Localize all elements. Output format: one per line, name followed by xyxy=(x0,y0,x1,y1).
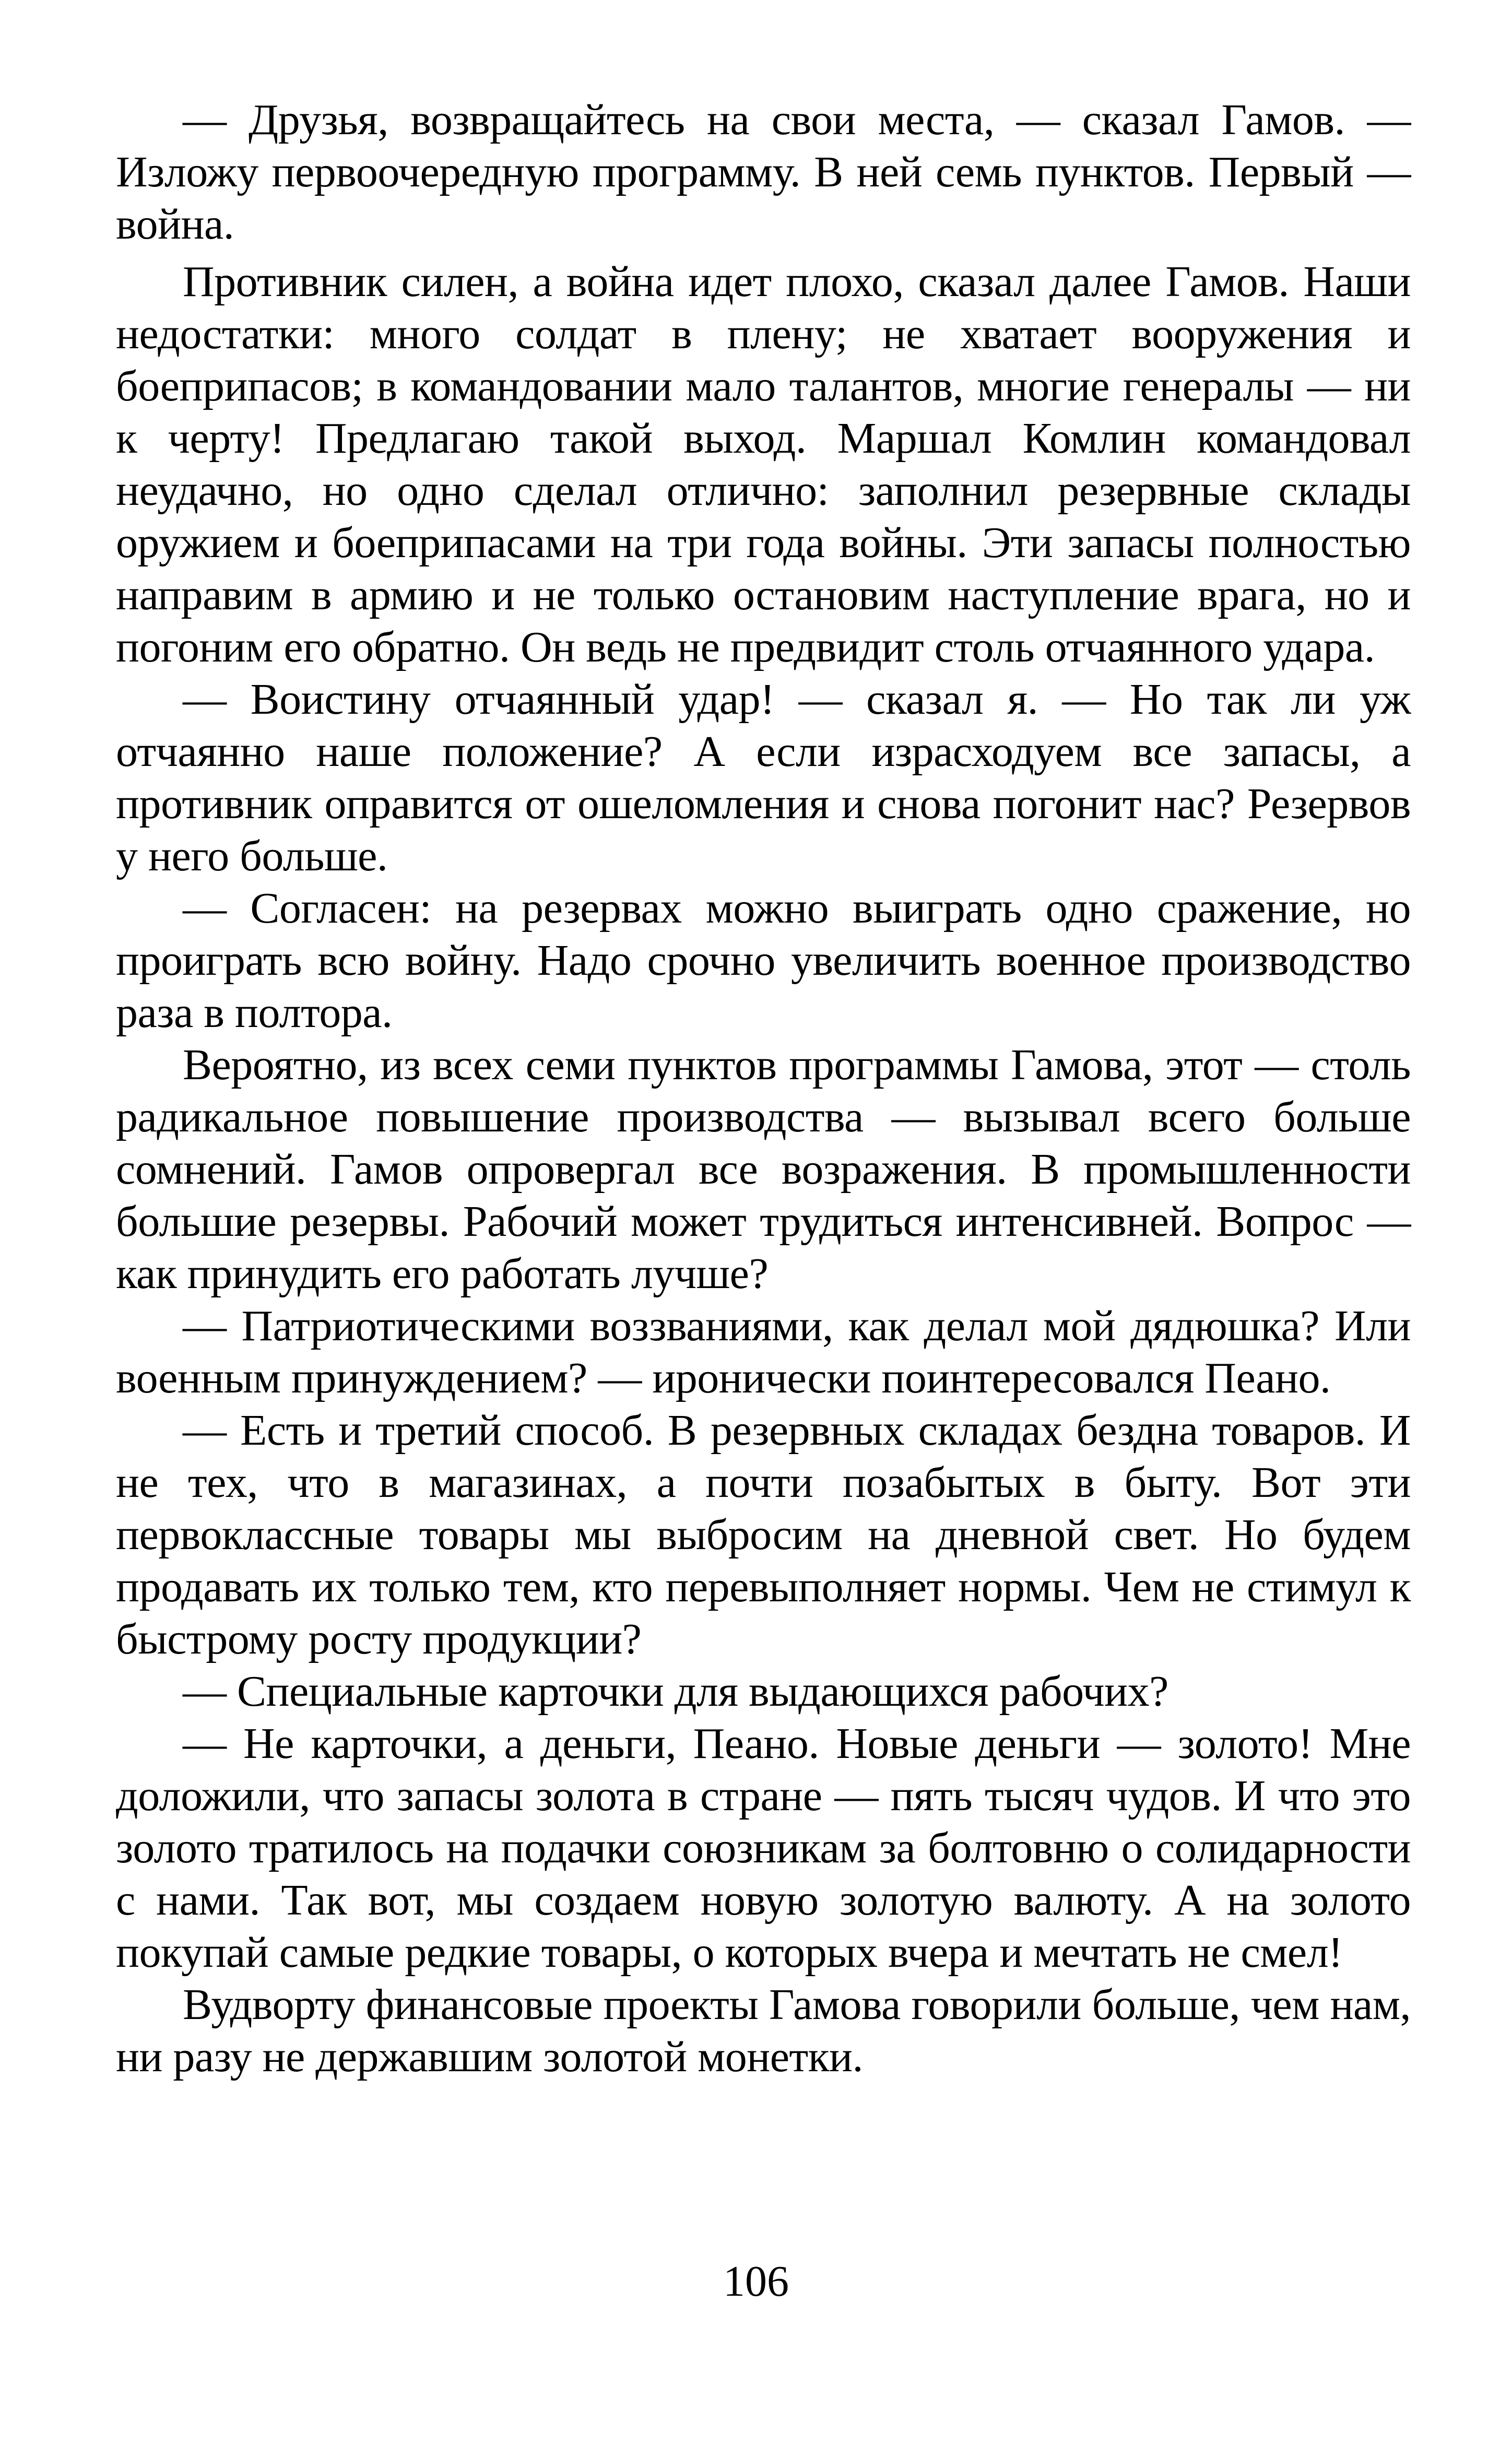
page-number: 106 xyxy=(723,2257,789,2306)
paragraph-2: Противник силен, а война идет плохо, сказал далее Гамов. Наши недостатки: много солдат в плену; не хватает вооружения и боеприпасов; в командовании мало талантов, многие генералы — ни к черту! Предлагаю такой выход. Маршал Комлин командовал неудачно, но одно сделал отлично: заполнил резервные склады оружием и боеприпасами на три года войны. Эти запасы полностью направим в армию и не только остановим наступление врага, но и погоним его обратно. Он ведь не предвидит столь отчаянного удара. xyxy=(116,257,1411,671)
paragraph-1: — Друзья, возвращайтесь на свои места, — сказал Гамов. — Изложу первоочередную программу. В ней семь пунктов. Первый — война. xyxy=(116,96,1411,249)
paragraph-5: Вероятно, из всех семи пунктов программы Гамова, этот — столь радикальное повышение производства — вызывал всего больше сомнений. Гамов опровергал все возражения. В промышленности большие резервы. Рабочий может трудиться интенсивней. Вопрос — как принудить его работать лучше? xyxy=(116,1041,1411,1298)
paragraph-10: Вудворту финансовые проекты Гамова говорили больше, чем нам, ни разу не державшим золотой монетки. xyxy=(116,1980,1411,2081)
paragraph-3: — Воистину отчаянный удар! — сказал я. — Но так ли уж отчаянно наше положение? А если израсходуем все запасы, а противник оправится от ошеломления и снова погонит нас? Резервов у него больше. xyxy=(116,675,1411,880)
paragraph-6: — Патриотическими воззваниями, как делал мой дядюшка? Или военным принуждением? — иронически поинтересовался Пеано. xyxy=(116,1302,1411,1402)
paragraph-7: — Есть и третий способ. В резервных складах бездна товаров. И не тех, что в магазинах, а почти позабытых в быту. Вот эти первоклассные товары мы выбросим на дневной свет. Но будем продавать их только тем, кто перевыполняет нормы. Чем не стимул к быстрому росту продукции? xyxy=(116,1406,1411,1663)
paragraph-9: — Не карточки, а деньги, Пеано. Новые деньги — золото! Мне доложили, что запасы золота в стране — пять тысяч чудов. И что это золото тратилось на подачки союзникам за болтовню о солидарности с нами. Так вот, мы создаем новую золотую валюту. А на золото покупай самые редкие товары, о которых вчера и мечтать не смел! xyxy=(116,1719,1411,1977)
paragraph-4: — Согласен: на резервах можно выиграть одно сражение, но проиграть всю войну. Надо срочно увеличить военное производство раза в полтора. xyxy=(116,884,1411,1037)
paragraph-8: — Специальные карточки для выдающихся рабочих? xyxy=(183,1667,1168,1716)
page-body xyxy=(116,94,1411,2083)
